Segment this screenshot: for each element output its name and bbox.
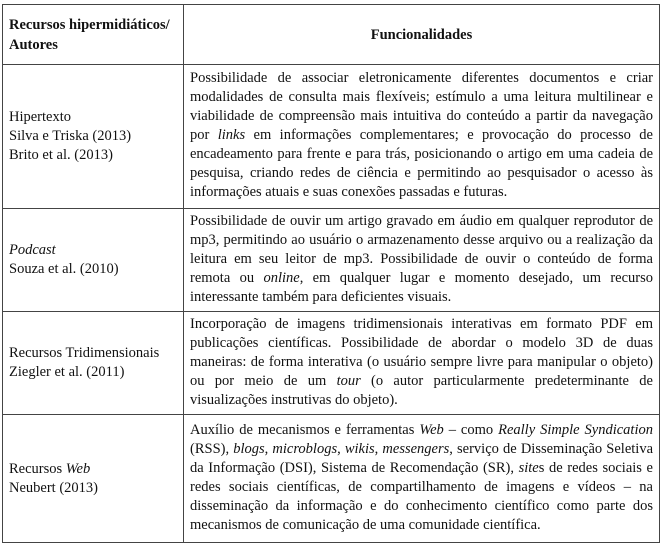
table-row-hipertexto <box>3 65 660 209</box>
resource-cell <box>3 65 184 209</box>
resource-name: Podcast <box>9 242 56 258</box>
description-text: , em qualquer lugar e momento desejado, um recurso interessante também para deficientes visuais. <box>190 269 653 305</box>
functionality-cell <box>184 65 660 209</box>
description-text: , <box>264 440 273 457</box>
description-text: , <box>374 440 383 457</box>
description-text: Possibilidade de associar eletronicamente diferentes documentos e criar modalidades de consulta mais flexíveis; estímulo a uma leitura multilinear e viabilidade de compreensão mais intuitiva do conteúdo a partir da navegação por <box>190 70 653 143</box>
resource-cell <box>3 209 184 312</box>
description-text: em informações complementares; e provocação do processo de encadeamento para frente e para trás, posicionando o artigo em uma cadeia de pesquisa, criando redes de ciência e permitindo ao pesquisador o acesso às informações atuais e suas conexões passadas e futuras. <box>190 127 653 200</box>
description-text: Auxílio de mecanismos e ferramentas <box>190 421 420 438</box>
description-text: , <box>337 440 345 457</box>
description-text: , serviço de Disseminação Seletiva da Informação (DSI), Sistema de Recomendação (SR), <box>190 440 653 476</box>
author-citation: Neubert (2013) <box>9 479 98 496</box>
description-italic: wikis <box>344 440 375 457</box>
header-functionalities: Funcionalidades <box>184 5 660 65</box>
resource-name-italic: Web <box>65 460 91 477</box>
description-text: Possibilidade de ouvir um artigo gravado em áudio em qualquer reprodutor de mp3, permitindo ao usuário o armazenamento desse arquivo ou a realização da leitura em seu leitor de mp3. Possibilidade de ouvir o conteúdo de forma remota ou <box>190 212 653 286</box>
resource-cell <box>3 415 184 543</box>
resource-name-prefix: Recursos <box>9 460 66 477</box>
description-italic: online <box>263 269 300 286</box>
functionality-cell <box>184 312 660 415</box>
description-italic: Web <box>419 421 444 438</box>
functionality-cell <box>184 209 660 312</box>
resource-cell <box>3 312 184 415</box>
resource-name: Recursos Tridimensionais <box>9 345 160 361</box>
table-row-web <box>3 415 660 543</box>
description-italic: messengers <box>382 440 450 457</box>
hypermedia-resources-table <box>2 4 660 543</box>
description-text: s de redes sociais e redes sociais científicas, de compartilhamento de imagens e vídeos – na disseminação da informação e do conhecimento científico como parte dos mecanismos de comunicação de uma comunidade científica. <box>190 459 653 533</box>
author-citation: Souza et al. (2010) <box>9 261 119 277</box>
table-row-tridimensionais <box>3 312 660 415</box>
author-citation: Ziegler et al. (2011) <box>9 364 125 380</box>
header-resources-authors: Recursos hipermidiáticos/ Autores <box>3 5 184 65</box>
description-italic: site <box>518 459 539 476</box>
description-italic: links <box>217 127 246 143</box>
functionality-cell <box>184 415 660 543</box>
table-header-row <box>3 5 660 65</box>
description-text: (RSS), <box>190 440 234 457</box>
resource-name: Hipertexto <box>9 109 72 125</box>
table-row-podcast <box>3 209 660 312</box>
resource-name <box>9 460 177 479</box>
author-citation: Brito et al. (2013) <box>9 147 113 163</box>
description-italic: microblogs <box>272 440 338 457</box>
description-text: Incorporação de imagens tridimensionais interativas em formato PDF em publicações científicas. Possibilidade de abordar o modelo 3D de duas maneiras: de forma interativa (o usuário sempre livre para manipular o objeto) ou por meio de um <box>190 315 653 389</box>
author-citation: Silva e Triska (2013) <box>9 128 132 144</box>
description-text: – como <box>443 421 499 438</box>
description-italic: Really Simple Syndication <box>498 421 653 438</box>
description-text: (o autor particularmente predeterminante de visualizações instrutivas do objeto). <box>190 372 653 408</box>
description-italic: blogs <box>233 440 265 457</box>
description-italic: tour <box>336 372 361 389</box>
